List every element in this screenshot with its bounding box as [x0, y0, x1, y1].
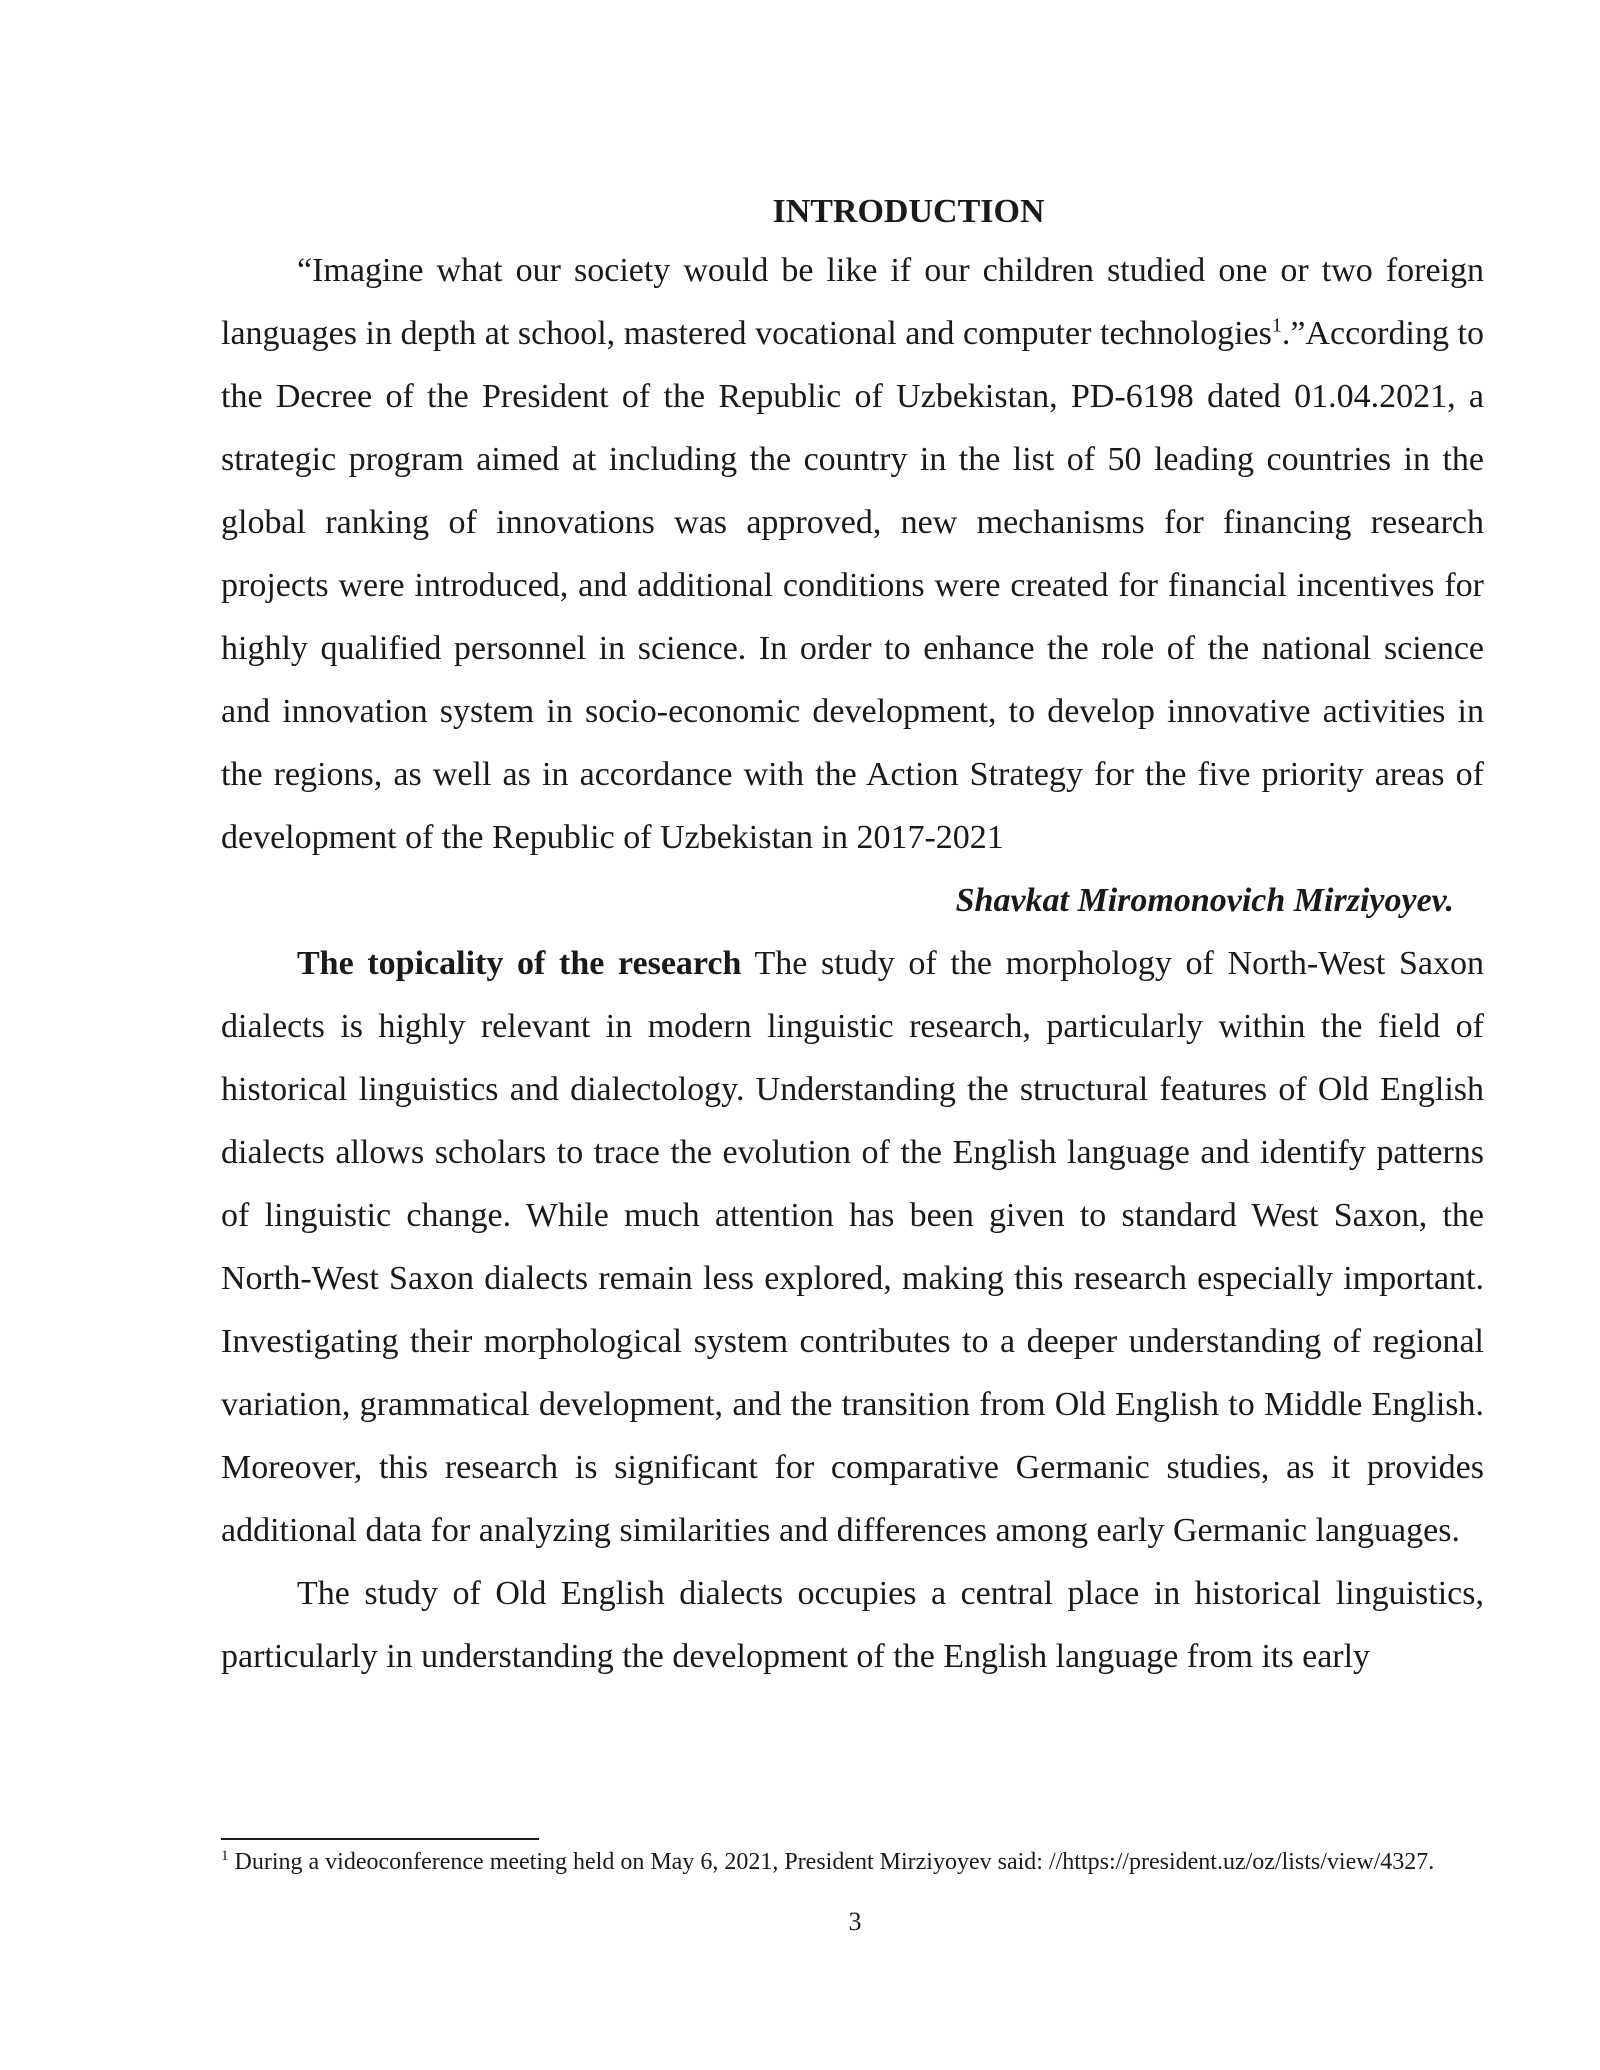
page-title: INTRODUCTION [772, 193, 1045, 230]
footnote-reference[interactable]: 1 [1271, 314, 1282, 337]
page-body [221, 185, 1484, 1688]
quote-paragraph [221, 239, 1484, 869]
footnote-text: During a videoconference meeting held on May 6, 2021, President Mirziyoyev said: //https://president.uz/oz/lists/view/4327. [228, 1849, 1435, 1875]
topicality-paragraph [221, 932, 1484, 1562]
topicality-lead: The topicality of the research [297, 945, 742, 982]
quote-text: “Imagine what our society would be like if our children studied one or two foreign languages in depth at school, mastered vocational and computer technologies [221, 252, 1484, 352]
footnote-divider [221, 1838, 539, 1840]
footnote [221, 1846, 1484, 1878]
topicality-text: The study of the morphology of North-West Saxon dialects is highly relevant in modern linguistic research, particularly within the field of historical linguistics and dialectology. Understanding the structural features of Old English dialects allows scholars to trace the evolution of the English language and identify patterns of linguistic change. While much attention has been given to standard West Saxon, the North-West Saxon dialects remain less explored, making this research especially important. Investigating their morphological system contributes to a deeper understanding of regional variation, grammatical development, and the transition from Old English to Middle English. Moreover, this research is significant for comparative Germanic studies, as it provides additional data for analyzing similarities and differences among early Germanic languages. [221, 945, 1485, 1549]
quote-continuation: .”According to the Decree of the President of the Republic of Uzbekistan, PD-6198 dated 01.04.2021, a strategic program aimed at including the country in the list of 50 leading countries in the global ranking of innovations was approved, new mechanisms for financing research projects were introduced, and additional conditions were created for financial incentives for highly qualified personnel in science. In order to enhance the role of the national science and innovation system in socio-economic development, to develop innovative activities in the regions, as well as in accordance with the Action Strategy for the five priority areas of development of the Republic of Uzbekistan in 2017-2021 [221, 315, 1484, 856]
paragraph-3: The study of Old English dialects occupies a central place in historical linguistics, particularly in understanding the development of the English language from its early [221, 1575, 1484, 1675]
footnote-marker: 1 [221, 1848, 229, 1864]
signature: Shavkat Miromonovich Mirziyoyev. [955, 882, 1454, 919]
page-number: 3 [848, 1907, 862, 1936]
